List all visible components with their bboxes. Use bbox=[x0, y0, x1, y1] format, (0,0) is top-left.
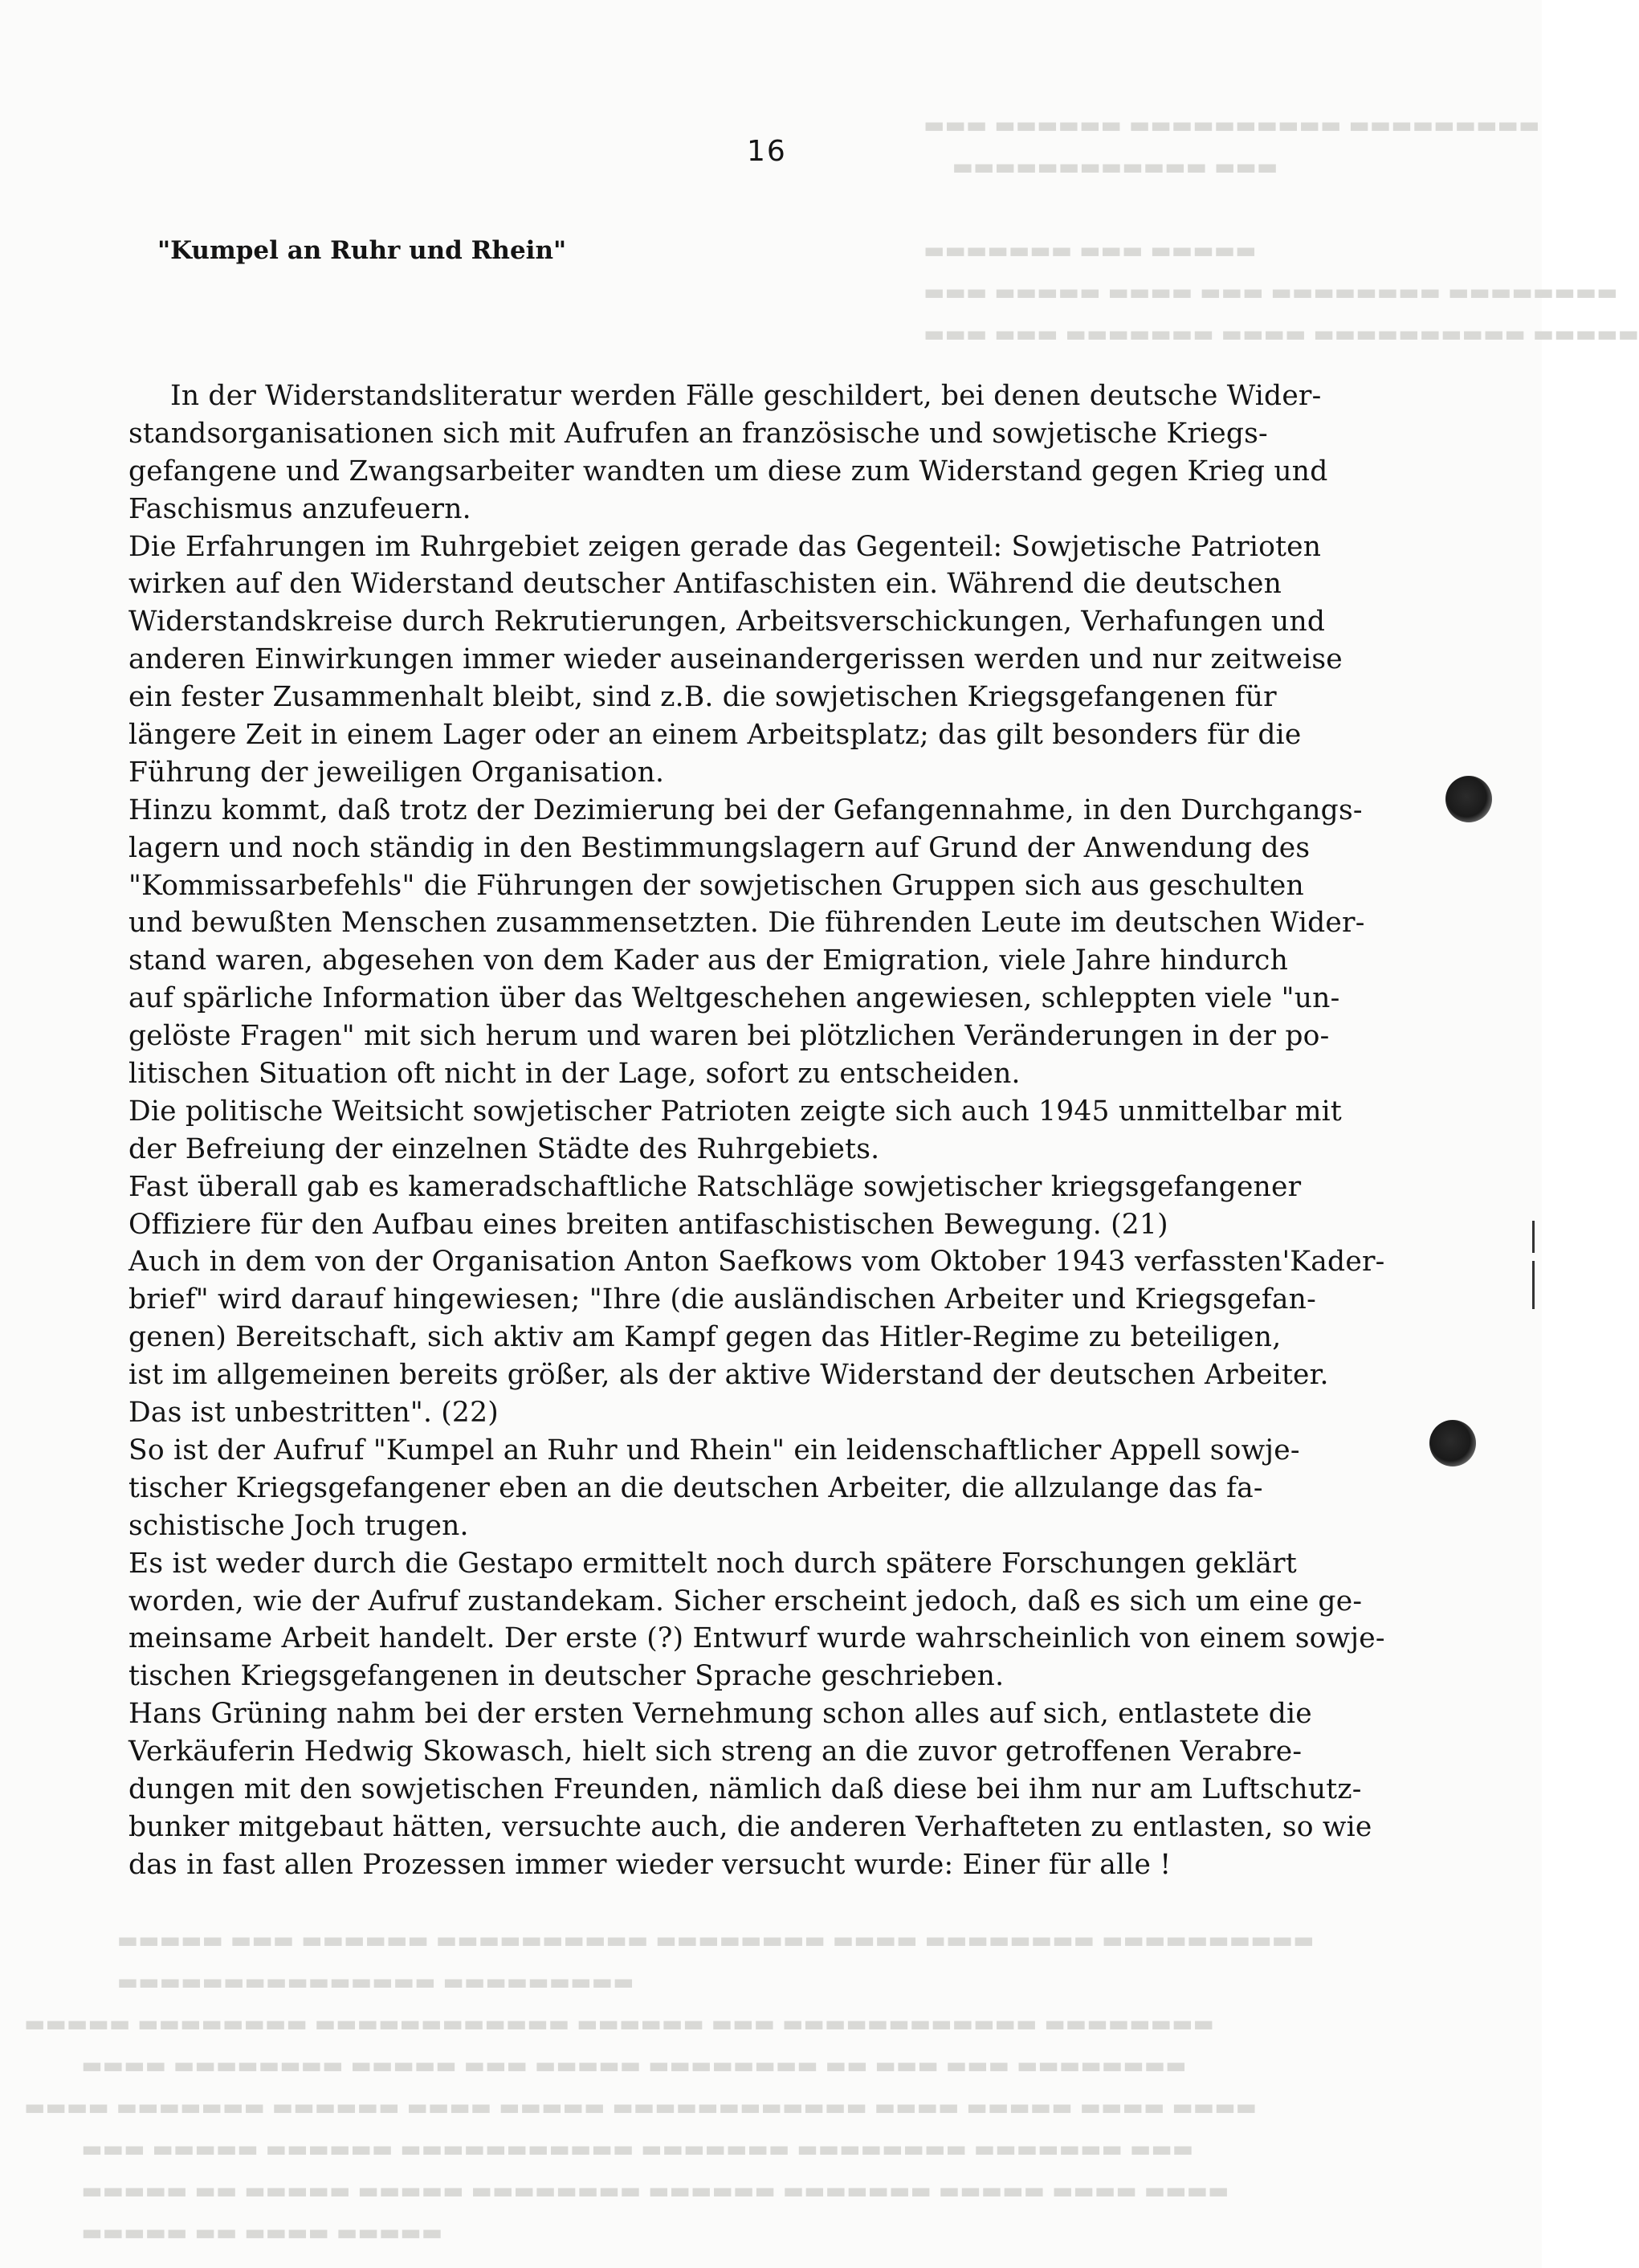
text-line: worden, wie der Aufruf zustandekam. Sicher erscheint jedoch, daß es sich um eine ge- bbox=[128, 1585, 1363, 1617]
text-line: stand waren, abgesehen von dem Kader aus der Emigration, viele Jahre hindurch bbox=[128, 944, 1288, 977]
text-line: Die politische Weitsicht sowjetischer Patrioten zeigte sich auch 1945 unmittelbar mit bbox=[128, 1095, 1342, 1128]
bleed-through-bottom: ▬▬▬▬▬ ▬▬▬ ▬▬▬▬▬▬ ▬▬▬▬▬▬▬▬▬▬ ▬▬▬▬▬▬▬▬ ▬▬▬▬ ▬▬▬▬▬▬▬▬ ▬▬▬▬▬▬▬▬▬▬ ▬▬▬▬▬▬▬▬▬▬▬▬▬▬▬ ▬▬▬▬▬▬▬▬▬ ▬▬▬▬▬ ▬▬▬▬▬▬▬▬ ▬▬▬▬▬▬▬▬▬▬▬▬ ▬▬▬▬▬▬ ▬▬▬ ▬▬▬▬▬▬▬▬▬▬▬▬ ▬▬▬▬▬▬▬▬ ▬▬▬▬ ▬▬▬▬▬▬▬▬ ▬▬▬▬▬ ▬▬▬ ▬▬▬▬▬ ▬▬▬▬▬▬▬▬ ▬▬ ▬▬▬ ▬▬▬ ▬▬▬▬▬▬▬▬ ▬▬▬▬ ▬▬▬▬▬▬▬ ▬▬▬▬▬▬ ▬▬▬▬ ▬▬▬▬▬ ▬▬▬▬▬▬▬▬▬▬▬▬ ▬▬▬▬ ▬▬▬▬▬ ▬▬▬▬ ▬▬▬▬ ▬▬▬ ▬▬▬▬▬ ▬▬▬▬▬▬ ▬▬▬▬▬▬▬▬▬▬▬ ▬▬▬▬▬▬▬ ▬▬▬▬▬▬▬▬ ▬▬▬▬▬▬▬ ▬▬▬ ▬▬▬▬▬ ▬▬ ▬▬▬▬▬ ▬▬▬▬▬ ▬▬▬▬▬▬▬▬ ▬▬▬▬▬▬ ▬▬▬▬▬▬▬ ▬▬▬▬▬ ▬▬▬▬ ▬▬▬▬ ▬▬▬▬▬ ▬▬ ▬▬▬▬ ▬▬▬▬▬ bbox=[24, 1927, 1315, 2246]
text-line: anderen Einwirkungen immer wieder auseinandergerissen werden und nur zeitweise bbox=[128, 643, 1343, 676]
text-line: das in fast allen Prozessen immer wieder versucht wurde: Einer für alle ! bbox=[128, 1848, 1172, 1881]
text-line: Hinzu kommt, daß trotz der Dezimierung bei der Gefangennahme, in den Durchgangs- bbox=[128, 793, 1363, 826]
edge-mark bbox=[1532, 1221, 1535, 1253]
page-number: 16 bbox=[747, 135, 787, 168]
text-line: genen) Bereitschaft, sich aktiv am Kampf gegen das Hitler-Regime zu beteiligen, bbox=[128, 1321, 1282, 1354]
text-line: und bewußten Menschen zusammensetzten. Die führenden Leute im deutschen Wider- bbox=[128, 907, 1365, 940]
text-line: längere Zeit in einem Lager oder an einem Arbeitsplatz; das gilt besonders für die bbox=[128, 719, 1302, 752]
text-line: ist im allgemeinen bereits größer, als der aktive Widerstand der deutschen Arbeiter. bbox=[128, 1359, 1329, 1392]
bleed-through-top: ▬▬▬ ▬▬▬▬▬▬ ▬▬▬▬▬▬▬▬▬▬ ▬▬▬▬▬▬▬▬▬ ▬▬▬▬▬▬▬▬▬▬▬▬ ▬▬▬ ▬▬▬▬▬▬▬ ▬▬▬ ▬▬▬▬▬ ▬▬▬ ▬▬▬▬▬ ▬▬▬▬ ▬▬▬ ▬▬▬▬▬▬▬▬ ▬▬▬▬▬▬▬▬ ▬▬▬ ▬▬▬ ▬▬▬▬▬▬▬ ▬▬▬▬ ▬▬▬▬▬▬▬▬▬▬ ▬▬▬▬▬ bbox=[923, 112, 1639, 347]
text-line: gefangene und Zwangsarbeiter wandten um diese zum Widerstand gegen Krieg und bbox=[128, 455, 1328, 487]
text-line: wirken auf den Widerstand deutscher Antifaschisten ein. Während die deutschen bbox=[128, 568, 1282, 601]
text-line: litischen Situation oft nicht in der Lage, sofort zu entscheiden. bbox=[128, 1058, 1021, 1091]
text-line: schistische Joch trugen. bbox=[128, 1509, 469, 1542]
text-line: Verkäuferin Hedwig Skowasch, hielt sich streng an die zuvor getroffenen Verabre- bbox=[128, 1736, 1303, 1768]
text-line: Widerstandskreise durch Rekrutierungen, Arbeitsverschickungen, Verhafungen und bbox=[128, 606, 1326, 638]
text-line: bunker mitgebaut hätten, versuchte auch, die anderen Verhafteten zu entlasten, so wie bbox=[128, 1810, 1372, 1843]
text-line: meinsame Arbeit handelt. Der erste (?) Entwurf wurde wahrscheinlich von einem sowje- bbox=[128, 1622, 1385, 1655]
text-line: Es ist weder durch die Gestapo ermittelt noch durch spätere Forschungen geklärt bbox=[128, 1547, 1297, 1580]
text-line: Faschismus anzufeuern. bbox=[128, 492, 471, 525]
punch-hole-icon bbox=[1429, 1420, 1476, 1466]
text-line: Auch in dem von der Organisation Anton Saefkows vom Oktober 1943 verfassten'Kader- bbox=[128, 1246, 1385, 1279]
edge-mark bbox=[1532, 1261, 1535, 1309]
text-line: So ist der Aufruf "Kumpel an Ruhr und Rhein" ein leidenschaftlicher Appell sowje- bbox=[128, 1434, 1300, 1466]
text-line: Führung der jeweiligen Organisation. bbox=[128, 756, 665, 789]
text-line: ein fester Zusammenhalt bleibt, sind z.B. die sowjetischen Kriegsgefangenen für bbox=[128, 681, 1277, 714]
text-line: In der Widerstandsliteratur werden Fälle geschildert, bei denen deutsche Wider- bbox=[170, 380, 1322, 412]
text-line: tischen Kriegsgefangenen in deutscher Sprache geschrieben. bbox=[128, 1660, 1005, 1693]
text-line: tischer Kriegsgefangener eben an die deutschen Arbeiter, die allzulange das fa- bbox=[128, 1471, 1263, 1504]
text-line: Offiziere für den Aufbau eines breiten antifaschistischen Bewegung. (21) bbox=[128, 1208, 1168, 1241]
punch-hole-icon bbox=[1445, 776, 1492, 822]
text-line: auf spärliche Information über das Weltgeschehen angewiesen, schleppten viele "un- bbox=[128, 982, 1340, 1015]
text-line: der Befreiung der einzelnen Städte des Ruhrgebiets. bbox=[128, 1132, 880, 1165]
text-line: Das ist unbestritten". (22) bbox=[128, 1397, 499, 1430]
text-line: Fast überall gab es kameradschaftliche Ratschläge sowjetischer kriegsgefangener bbox=[128, 1170, 1302, 1203]
text-line: "Kommissarbefehls" die Führungen der sowjetischen Gruppen sich aus geschulten bbox=[128, 869, 1304, 902]
text-line: Hans Grüning nahm bei der ersten Vernehmung schon alles auf sich, entlastete die bbox=[128, 1698, 1312, 1731]
text-line: lagern und noch ständig in den Bestimmungslagern auf Grund der Anwendung des bbox=[128, 831, 1311, 864]
text-line: standsorganisationen sich mit Aufrufen an französische und sowjetische Kriegs- bbox=[128, 417, 1268, 450]
body-text bbox=[128, 377, 1445, 1884]
text-line: brief" wird darauf hingewiesen; "Ihre (die ausländischen Arbeiter und Kriegsgefan- bbox=[128, 1283, 1316, 1316]
section-title: "Kumpel an Ruhr und Rhein" bbox=[157, 236, 567, 265]
text-line: dungen mit den sowjetischen Freunden, nämlich daß diese bei ihm nur am Luftschutz- bbox=[128, 1772, 1362, 1805]
text-line: Die Erfahrungen im Ruhrgebiet zeigen gerade das Gegenteil: Sowjetische Patrioten bbox=[128, 530, 1322, 563]
text-line: gelöste Fragen" mit sich herum und waren bei plötzlichen Veränderungen in der po- bbox=[128, 1020, 1330, 1053]
